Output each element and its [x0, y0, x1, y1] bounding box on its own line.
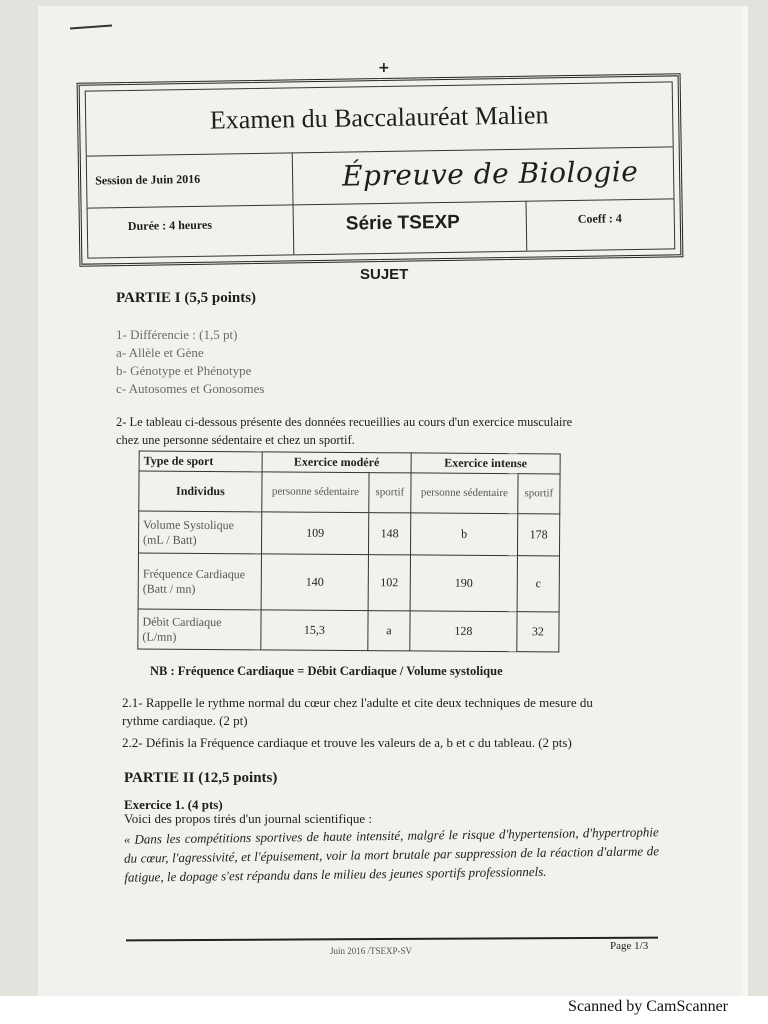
table-row-label: Volume Systolique (mL / Batt) — [138, 511, 261, 554]
table-row-label: Fréquence Cardiaque (Batt / mn) — [138, 553, 261, 610]
question-2-1-line: rythme cardiaque. (2 pt) — [122, 713, 248, 728]
table-cell: 102 — [368, 555, 410, 611]
table-cell: 128 — [410, 611, 517, 652]
table-corner: Type de sport — [139, 451, 262, 472]
question-2-intro-line: 2- Le tableau ci-dessous présente des données recueillies au cours d'un exercice musculaire — [116, 415, 573, 429]
question-1-item: b- Génotype et Phénotype — [116, 363, 252, 378]
exercise-1-title: Exercice 1. (4 pts) — [124, 797, 223, 812]
table-note: NB : Fréquence Cardiaque = Débit Cardiaque / Volume systolique — [150, 664, 503, 678]
subject-title: Épreuve de Biologie — [341, 154, 639, 193]
partie2-title: PARTIE II (12,5 points) — [124, 770, 278, 786]
table-row — [138, 553, 559, 612]
table-cell: 178 — [517, 514, 559, 556]
session-label: Session de Juin 2016 — [95, 171, 201, 188]
cross-mark-icon: + — [378, 60, 390, 76]
table-row — [139, 471, 560, 514]
header-box — [85, 81, 676, 258]
table-sportif: sportif — [518, 474, 560, 514]
question-2-2: 2.2- Définis la Fréquence cardiaque et trouve les valeurs de a, b et c du tableau. (2 pts) — [122, 735, 572, 750]
table-row — [138, 609, 559, 652]
partie1-title: PARTIE I (5,5 points) — [116, 290, 257, 306]
table-individus: Individus — [139, 471, 262, 512]
exam-header — [77, 73, 684, 266]
data-table — [137, 451, 560, 653]
table-cell: 109 — [261, 512, 368, 555]
table-cell: 32 — [517, 612, 559, 652]
duration-label: Durée : 4 heures — [127, 217, 213, 233]
page-number: Page 1/3 — [610, 940, 649, 952]
table-row — [138, 511, 559, 556]
table-row-label: Débit Cardiaque (L/mn) — [138, 609, 261, 650]
table-cell: 140 — [261, 554, 368, 611]
table-cell: 148 — [368, 513, 410, 555]
question-1-title: 1- Différencie : (1,5 pt) — [116, 327, 238, 342]
table-header-intense: Exercice intense — [411, 453, 560, 474]
table-cell: 15,3 — [261, 610, 368, 651]
table-sedentaire: personne sédentaire — [411, 473, 518, 514]
table-cell: 190 — [410, 555, 517, 612]
table-sedentaire: personne sédentaire — [262, 472, 369, 513]
header-divider — [526, 201, 528, 251]
exam-title: Examen du Baccalauréat Malien — [209, 100, 549, 135]
question-1-item: c- Autosomes et Gonosomes — [116, 381, 265, 396]
table-cell: a — [368, 611, 410, 651]
series-label: Série TSEXP — [345, 211, 461, 235]
table-sportif: sportif — [369, 473, 411, 513]
question-2-intro-line: chez une personne sédentaire et chez un sportif. — [116, 433, 355, 447]
question-2-1 — [122, 694, 662, 730]
question-1-item: a- Allèle et Gène — [116, 345, 204, 360]
table-cell: c — [517, 556, 559, 612]
header-divider — [88, 198, 674, 208]
question-2-intro — [116, 413, 656, 449]
exercise-1-quote: « Dans les compétitions sportives de haute intensité, malgré le risque d'hypertension, d'hypertrophie du cœur, l'agressivité, et l'épuisement, voir la mort brutale par suppression de la réaction d'alarme de fatigue, le dopage s'est répandu dans le milieu des jeunes sportifs professionnels. — [123, 824, 660, 885]
sujet-heading: SUJET — [360, 266, 409, 283]
question-1 — [116, 326, 264, 398]
table-header-moderate: Exercice modéré — [262, 452, 411, 473]
scanner-watermark: Scanned by CamScanner — [568, 998, 728, 1015]
footer-reference: Juin 2016 /TSEXP-SV — [330, 946, 413, 956]
coefficient-label: Coeff : 4 — [577, 211, 622, 226]
table-cell: b — [410, 513, 517, 556]
exercise-1-intro: Voici des propos tirés d'un journal scientifique : — [124, 811, 372, 826]
question-2-1-line: 2.1- Rappelle le rythme normal du cœur chez l'adulte et cite deux techniques de mesure du — [122, 695, 593, 710]
